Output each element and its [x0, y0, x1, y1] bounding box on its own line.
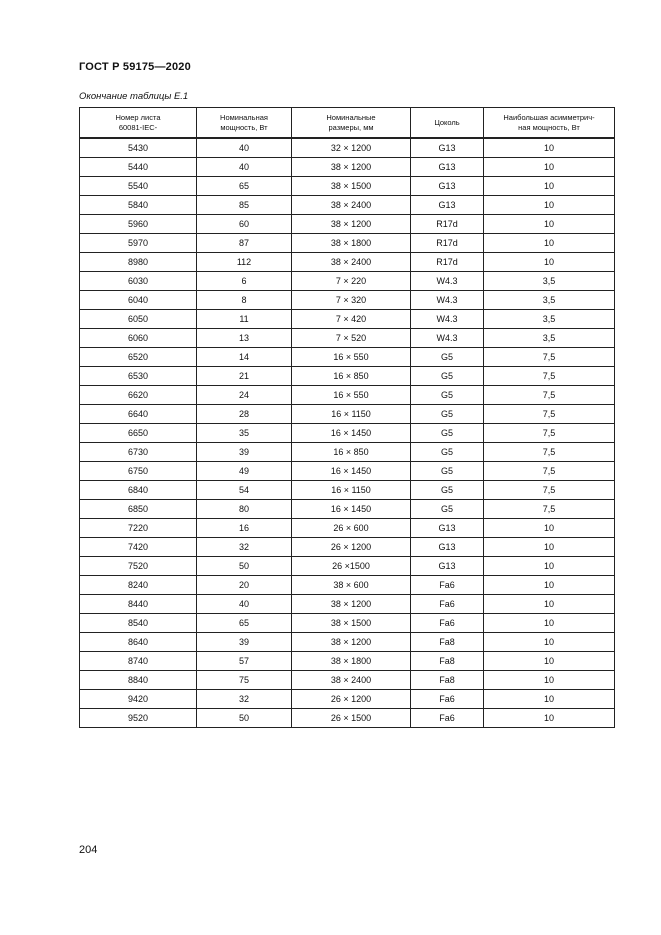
cell-max-asymmetric-power: 10	[484, 234, 615, 253]
cell-nominal-dimensions: 38 × 1500	[292, 177, 411, 196]
cell-max-asymmetric-power: 10	[484, 196, 615, 215]
cell-nominal-power: 14	[197, 348, 292, 367]
cell-nominal-power: 21	[197, 367, 292, 386]
cell-base: Fa8	[411, 633, 484, 652]
table-row	[80, 386, 615, 405]
cell-sheet-number: 6620	[80, 386, 197, 405]
cell-sheet-number: 6520	[80, 348, 197, 367]
cell-nominal-power: 11	[197, 310, 292, 329]
cell-max-asymmetric-power: 10	[484, 709, 615, 728]
table-row	[80, 138, 615, 158]
cell-nominal-dimensions: 38 × 1200	[292, 633, 411, 652]
cell-base: G5	[411, 443, 484, 462]
cell-nominal-dimensions: 7 × 520	[292, 329, 411, 348]
cell-base: Fa8	[411, 652, 484, 671]
table-row	[80, 443, 615, 462]
cell-sheet-number: 5970	[80, 234, 197, 253]
cell-base: W4.3	[411, 291, 484, 310]
cell-nominal-dimensions: 38 × 1800	[292, 234, 411, 253]
cell-max-asymmetric-power: 7,5	[484, 424, 615, 443]
cell-max-asymmetric-power: 3,5	[484, 291, 615, 310]
cell-sheet-number: 6030	[80, 272, 197, 291]
cell-sheet-number: 5440	[80, 158, 197, 177]
table-row	[80, 671, 615, 690]
cell-max-asymmetric-power: 10	[484, 595, 615, 614]
table-row	[80, 633, 615, 652]
cell-base: G5	[411, 462, 484, 481]
table-row	[80, 272, 615, 291]
cell-base: R17d	[411, 234, 484, 253]
cell-base: W4.3	[411, 272, 484, 291]
cell-base: G13	[411, 557, 484, 576]
cell-nominal-dimensions: 38 × 600	[292, 576, 411, 595]
cell-base: G5	[411, 481, 484, 500]
cell-max-asymmetric-power: 10	[484, 652, 615, 671]
table-row	[80, 424, 615, 443]
cell-nominal-dimensions: 16 × 550	[292, 348, 411, 367]
table-row	[80, 158, 615, 177]
cell-nominal-dimensions: 16 × 1450	[292, 424, 411, 443]
cell-sheet-number: 6060	[80, 329, 197, 348]
cell-nominal-dimensions: 38 × 2400	[292, 253, 411, 272]
cell-base: G13	[411, 538, 484, 557]
cell-nominal-dimensions: 16 × 1150	[292, 405, 411, 424]
cell-max-asymmetric-power: 10	[484, 158, 615, 177]
cell-sheet-number: 5430	[80, 138, 197, 158]
table-row	[80, 196, 615, 215]
cell-base: Fa6	[411, 709, 484, 728]
page-number: 204	[79, 844, 98, 856]
table-row	[80, 500, 615, 519]
cell-sheet-number: 9520	[80, 709, 197, 728]
cell-sheet-number: 6640	[80, 405, 197, 424]
table-row	[80, 329, 615, 348]
cell-sheet-number: 8640	[80, 633, 197, 652]
cell-nominal-dimensions: 26 × 1200	[292, 690, 411, 709]
table-row	[80, 557, 615, 576]
cell-base: Fa6	[411, 614, 484, 633]
cell-sheet-number: 5540	[80, 177, 197, 196]
cell-max-asymmetric-power: 10	[484, 253, 615, 272]
cell-nominal-dimensions: 16 × 850	[292, 367, 411, 386]
cell-nominal-dimensions: 38 × 1800	[292, 652, 411, 671]
cell-nominal-power: 24	[197, 386, 292, 405]
document-code: ГОСТ Р 59175—2020	[79, 61, 191, 73]
cell-max-asymmetric-power: 7,5	[484, 386, 615, 405]
cell-base: G13	[411, 196, 484, 215]
cell-sheet-number: 6750	[80, 462, 197, 481]
table-row	[80, 310, 615, 329]
cell-nominal-dimensions: 26 × 1200	[292, 538, 411, 557]
cell-nominal-power: 16	[197, 519, 292, 538]
cell-sheet-number: 8440	[80, 595, 197, 614]
cell-nominal-dimensions: 16 × 1150	[292, 481, 411, 500]
table-row	[80, 348, 615, 367]
cell-max-asymmetric-power: 7,5	[484, 367, 615, 386]
cell-max-asymmetric-power: 10	[484, 538, 615, 557]
cell-sheet-number: 5960	[80, 215, 197, 234]
cell-nominal-power: 8	[197, 291, 292, 310]
cell-nominal-dimensions: 26 × 1500	[292, 709, 411, 728]
cell-nominal-power: 49	[197, 462, 292, 481]
cell-max-asymmetric-power: 10	[484, 690, 615, 709]
cell-sheet-number: 6050	[80, 310, 197, 329]
cell-nominal-power: 40	[197, 158, 292, 177]
cell-nominal-dimensions: 16 × 550	[292, 386, 411, 405]
cell-max-asymmetric-power: 10	[484, 177, 615, 196]
table-row	[80, 405, 615, 424]
cell-nominal-power: 54	[197, 481, 292, 500]
table-row	[80, 481, 615, 500]
cell-base: W4.3	[411, 310, 484, 329]
cell-max-asymmetric-power: 3,5	[484, 329, 615, 348]
cell-base: G5	[411, 348, 484, 367]
cell-max-asymmetric-power: 7,5	[484, 481, 615, 500]
table-header-row	[80, 108, 615, 139]
table-row	[80, 576, 615, 595]
cell-nominal-dimensions: 38 × 1200	[292, 158, 411, 177]
cell-nominal-dimensions: 38 × 2400	[292, 196, 411, 215]
table-row	[80, 215, 615, 234]
col-nominal-dimensions: Номинальные размеры, мм	[292, 108, 411, 139]
cell-nominal-power: 65	[197, 177, 292, 196]
cell-nominal-power: 13	[197, 329, 292, 348]
table-row	[80, 291, 615, 310]
cell-max-asymmetric-power: 3,5	[484, 272, 615, 291]
table-row	[80, 177, 615, 196]
cell-max-asymmetric-power: 7,5	[484, 348, 615, 367]
cell-nominal-power: 65	[197, 614, 292, 633]
cell-sheet-number: 6650	[80, 424, 197, 443]
table-row	[80, 538, 615, 557]
cell-nominal-power: 32	[197, 690, 292, 709]
cell-sheet-number: 7220	[80, 519, 197, 538]
cell-base: Fa6	[411, 576, 484, 595]
cell-sheet-number: 8540	[80, 614, 197, 633]
table-row	[80, 652, 615, 671]
cell-sheet-number: 7520	[80, 557, 197, 576]
col-sheet-number: Номер листа 60081-IEC-	[80, 108, 197, 139]
cell-nominal-dimensions: 16 × 1450	[292, 500, 411, 519]
table-caption: Окончание таблицы Е.1	[79, 91, 189, 102]
cell-base: G5	[411, 405, 484, 424]
cell-nominal-dimensions: 32 × 1200	[292, 138, 411, 158]
cell-base: G13	[411, 158, 484, 177]
cell-nominal-dimensions: 7 × 320	[292, 291, 411, 310]
cell-base: G5	[411, 424, 484, 443]
cell-base: G5	[411, 500, 484, 519]
cell-nominal-dimensions: 38 × 1200	[292, 595, 411, 614]
cell-nominal-power: 87	[197, 234, 292, 253]
table-body	[80, 138, 615, 728]
cell-nominal-dimensions: 26 ×1500	[292, 557, 411, 576]
cell-nominal-dimensions: 38 × 2400	[292, 671, 411, 690]
cell-base: Fa8	[411, 671, 484, 690]
cell-sheet-number: 8240	[80, 576, 197, 595]
cell-sheet-number: 8980	[80, 253, 197, 272]
cell-nominal-power: 32	[197, 538, 292, 557]
table-row	[80, 690, 615, 709]
cell-max-asymmetric-power: 7,5	[484, 462, 615, 481]
cell-nominal-power: 40	[197, 138, 292, 158]
lamp-data-table	[79, 107, 615, 728]
cell-nominal-power: 112	[197, 253, 292, 272]
cell-nominal-dimensions: 38 × 1200	[292, 215, 411, 234]
cell-base: Fa6	[411, 690, 484, 709]
col-max-asymmetric-power: Наибольшая асимметрич- ная мощность, Вт	[484, 108, 615, 139]
cell-nominal-power: 40	[197, 595, 292, 614]
cell-nominal-power: 80	[197, 500, 292, 519]
cell-nominal-power: 60	[197, 215, 292, 234]
table-row	[80, 253, 615, 272]
cell-base: Fa6	[411, 595, 484, 614]
cell-nominal-power: 57	[197, 652, 292, 671]
col-nominal-power: Номинальная мощность, Вт	[197, 108, 292, 139]
cell-nominal-dimensions: 16 × 1450	[292, 462, 411, 481]
cell-nominal-power: 6	[197, 272, 292, 291]
table-row	[80, 462, 615, 481]
cell-base: R17d	[411, 253, 484, 272]
cell-sheet-number: 7420	[80, 538, 197, 557]
cell-sheet-number: 6850	[80, 500, 197, 519]
cell-max-asymmetric-power: 3,5	[484, 310, 615, 329]
cell-nominal-dimensions: 7 × 220	[292, 272, 411, 291]
table-row	[80, 519, 615, 538]
cell-base: G5	[411, 367, 484, 386]
cell-base: R17d	[411, 215, 484, 234]
table-row	[80, 595, 615, 614]
cell-nominal-power: 39	[197, 633, 292, 652]
cell-sheet-number: 6840	[80, 481, 197, 500]
cell-max-asymmetric-power: 10	[484, 614, 615, 633]
cell-max-asymmetric-power: 10	[484, 215, 615, 234]
cell-nominal-power: 28	[197, 405, 292, 424]
cell-nominal-power: 85	[197, 196, 292, 215]
cell-nominal-dimensions: 7 × 420	[292, 310, 411, 329]
cell-base: G13	[411, 519, 484, 538]
cell-sheet-number: 6730	[80, 443, 197, 462]
cell-nominal-power: 50	[197, 557, 292, 576]
cell-base: W4.3	[411, 329, 484, 348]
cell-base: G13	[411, 177, 484, 196]
cell-nominal-dimensions: 16 × 850	[292, 443, 411, 462]
table-row	[80, 367, 615, 386]
table-row	[80, 614, 615, 633]
cell-sheet-number: 9420	[80, 690, 197, 709]
col-base: Цоколь	[411, 108, 484, 139]
cell-nominal-dimensions: 38 × 1500	[292, 614, 411, 633]
cell-nominal-power: 20	[197, 576, 292, 595]
cell-max-asymmetric-power: 10	[484, 557, 615, 576]
cell-sheet-number: 8740	[80, 652, 197, 671]
cell-nominal-power: 50	[197, 709, 292, 728]
cell-max-asymmetric-power: 10	[484, 576, 615, 595]
cell-max-asymmetric-power: 10	[484, 138, 615, 158]
cell-max-asymmetric-power: 10	[484, 519, 615, 538]
table-row	[80, 234, 615, 253]
cell-max-asymmetric-power: 10	[484, 671, 615, 690]
cell-sheet-number: 6530	[80, 367, 197, 386]
table-row	[80, 709, 615, 728]
cell-max-asymmetric-power: 7,5	[484, 405, 615, 424]
cell-nominal-dimensions: 26 × 600	[292, 519, 411, 538]
cell-sheet-number: 6040	[80, 291, 197, 310]
cell-base: G5	[411, 386, 484, 405]
cell-base: G13	[411, 138, 484, 158]
cell-sheet-number: 5840	[80, 196, 197, 215]
cell-max-asymmetric-power: 7,5	[484, 443, 615, 462]
cell-nominal-power: 39	[197, 443, 292, 462]
cell-nominal-power: 75	[197, 671, 292, 690]
cell-max-asymmetric-power: 7,5	[484, 500, 615, 519]
cell-max-asymmetric-power: 10	[484, 633, 615, 652]
cell-nominal-power: 35	[197, 424, 292, 443]
cell-sheet-number: 8840	[80, 671, 197, 690]
